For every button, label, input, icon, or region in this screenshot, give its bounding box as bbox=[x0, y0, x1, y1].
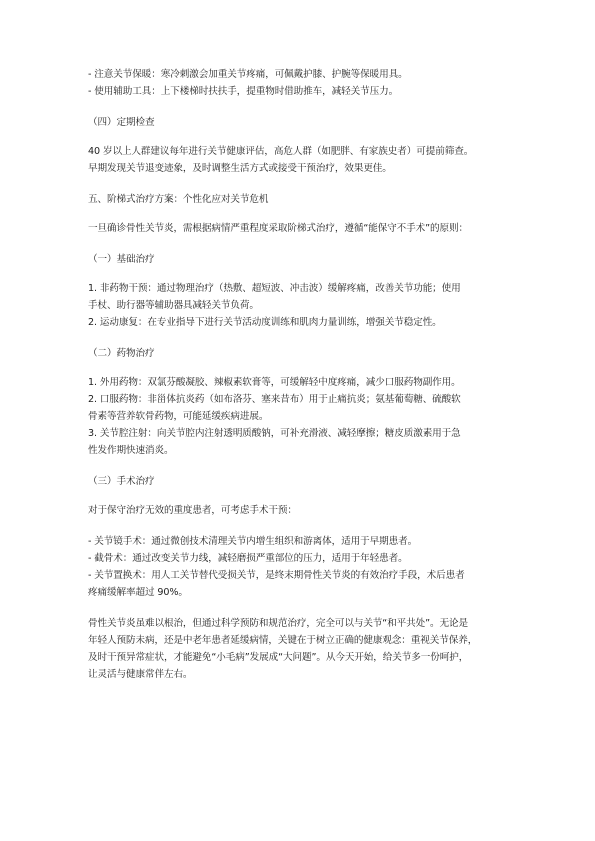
text-line: 骨性关节炎虽难以根治，但通过科学预防和规范治疗，完全可以与关节“和平共处”。无论是 bbox=[88, 618, 468, 629]
text-line: 3. 关节腔注射：向关节腔内注射透明质酸钠，可补充滑液、减轻摩擦；糖皮质激素用于急 bbox=[88, 428, 461, 439]
text-line: 对于保守治疗无效的重度患者，可考虑手术干预： bbox=[88, 505, 297, 516]
paragraph bbox=[88, 280, 507, 331]
text-line: 1. 外用药物：双氯芬酸凝胶、辣椒素软膏等，可缓解轻中度疼痛，减少口服药物副作用。 bbox=[88, 377, 461, 388]
section-heading bbox=[88, 473, 507, 490]
text-line: 及时干预异常症状，才能避免“小毛病”发展成“大问题”。从今天开始，给关节多一份呵护， bbox=[88, 652, 469, 663]
text-line: 性发作期快速消炎。 bbox=[88, 445, 174, 456]
section-heading bbox=[88, 345, 507, 362]
paragraph bbox=[88, 502, 507, 519]
text-line: 五、阶梯式治疗方案：个性化应对关节危机 bbox=[88, 194, 269, 205]
text-line: 骨素等营养软骨药物，可能延缓疾病进展。 bbox=[88, 411, 269, 422]
document-body bbox=[88, 66, 507, 683]
text-line: （一）基础治疗 bbox=[88, 254, 155, 265]
section-heading bbox=[88, 114, 507, 131]
text-line: 疼痛缓解率超过 90%。 bbox=[88, 587, 188, 598]
paragraph bbox=[88, 533, 507, 601]
paragraph bbox=[88, 143, 507, 177]
text-line: 手杖、助行器等辅助器具减轻关节负荷。 bbox=[88, 300, 259, 311]
text-line: 让灵活与健康常伴左右。 bbox=[88, 669, 193, 680]
text-line: 早期发现关节退变迹象，及时调整生活方式或接受干预治疗，效果更佳。 bbox=[88, 163, 392, 174]
text-line: 1. 非药物干预：通过物理治疗（热敷、超短波、冲击波）缓解疼痛，改善关节功能；使用 bbox=[88, 283, 461, 294]
text-line: 2. 口服药物：非甾体抗炎药（如布洛芬、塞来昔布）用于止痛抗炎；氨基葡萄糖、硫酸软 bbox=[88, 394, 461, 405]
text-line: 2. 运动康复：在专业指导下进行关节活动度训练和肌肉力量训练，增强关节稳定性。 bbox=[88, 317, 442, 328]
text-line: 年轻人预防未病，还是中老年患者延缓病情，关键在于树立正确的健康观念：重视关节保养， bbox=[88, 635, 478, 646]
text-line: - 使用辅助工具：上下楼梯时扶扶手，提重物时借助推车，减轻关节压力。 bbox=[88, 86, 399, 97]
text-line: - 关节镜手术：通过微创技术清理关节内增生组织和游离体，适用于早期患者。 bbox=[88, 536, 418, 547]
text-line: （二）药物治疗 bbox=[88, 348, 155, 359]
paragraph bbox=[88, 374, 507, 459]
paragraph bbox=[88, 66, 507, 100]
paragraph bbox=[88, 615, 507, 683]
text-line: - 注意关节保暖：寒冷刺激会加重关节疼痛，可佩戴护膝、护腕等保暖用具。 bbox=[88, 69, 408, 80]
text-line: （四）定期检查 bbox=[88, 117, 155, 128]
section-heading bbox=[88, 251, 507, 268]
paragraph bbox=[88, 220, 507, 237]
section-heading bbox=[88, 191, 507, 208]
text-line: （三）手术治疗 bbox=[88, 476, 155, 487]
text-line: - 截骨术：通过改变关节力线，减轻磨损严重部位的压力，适用于年轻患者。 bbox=[88, 553, 408, 564]
text-line: 40 岁以上人群建议每年进行关节健康评估，高危人群（如肥胖、有家族史者）可提前筛查。 bbox=[88, 146, 474, 157]
text-line: - 关节置换术：用人工关节替代受损关节，是终末期骨性关节炎的有效治疗手段，术后患者 bbox=[88, 570, 465, 581]
text-line: 一旦确诊骨性关节炎，需根据病情严重程度采取阶梯式治疗，遵循“能保守不手术”的原则： bbox=[88, 223, 468, 234]
